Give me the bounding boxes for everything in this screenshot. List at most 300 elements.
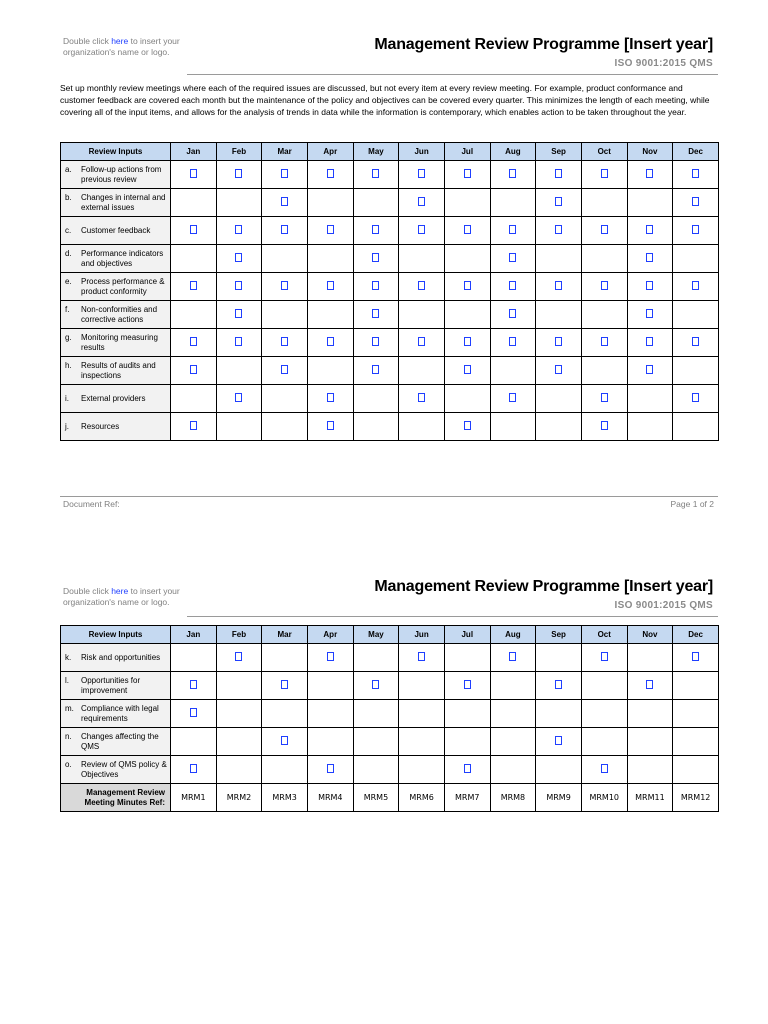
checkbox-icon[interactable]: [281, 337, 288, 346]
month-cell[interactable]: [627, 273, 673, 301]
checkbox-icon[interactable]: [327, 393, 334, 402]
checkbox-icon[interactable]: [235, 337, 242, 346]
checkbox-icon[interactable]: [418, 393, 425, 402]
column-header-aug: Aug: [490, 626, 536, 644]
table-row: [61, 644, 719, 672]
month-cell[interactable]: [536, 728, 582, 756]
checkbox-icon[interactable]: [692, 393, 699, 402]
month-cell[interactable]: [673, 273, 719, 301]
month-cell[interactable]: [171, 357, 217, 385]
checkbox-icon[interactable]: [509, 393, 516, 402]
checkbox-icon[interactable]: [601, 764, 608, 773]
checkbox-icon[interactable]: [327, 225, 334, 234]
month-cell[interactable]: [307, 756, 353, 784]
review-input-label: Non-conformities and corrective actions: [81, 304, 158, 324]
review-input-letter: b.: [65, 192, 72, 202]
table-row: [61, 728, 719, 756]
checkbox-icon[interactable]: [372, 309, 379, 318]
month-cell[interactable]: [490, 273, 536, 301]
month-cell: [581, 357, 627, 385]
month-cell: [216, 728, 262, 756]
month-cell[interactable]: [399, 329, 445, 357]
checkbox-icon[interactable]: [190, 225, 197, 234]
checkbox-icon[interactable]: [555, 337, 562, 346]
month-cell: [216, 672, 262, 700]
month-cell[interactable]: [627, 217, 673, 245]
month-cell[interactable]: [536, 161, 582, 189]
minutes-ref-cell[interactable]: MRM11: [627, 784, 673, 812]
month-cell[interactable]: [581, 273, 627, 301]
checkbox-icon[interactable]: [281, 680, 288, 689]
month-cell: [216, 756, 262, 784]
month-cell[interactable]: [673, 189, 719, 217]
review-input-label: Monitoring measuring results: [81, 332, 158, 352]
month-cell: [216, 357, 262, 385]
column-header-review-inputs: Review Inputs: [61, 143, 171, 161]
month-cell[interactable]: [536, 357, 582, 385]
checkbox-icon[interactable]: [327, 337, 334, 346]
month-cell[interactable]: [536, 217, 582, 245]
month-cell: [673, 357, 719, 385]
table-row: [61, 329, 719, 357]
month-cell[interactable]: [490, 217, 536, 245]
checkbox-icon[interactable]: [418, 652, 425, 661]
month-cell[interactable]: [353, 273, 399, 301]
month-cell[interactable]: [581, 161, 627, 189]
checkbox-icon[interactable]: [281, 736, 288, 745]
month-cell[interactable]: [262, 672, 308, 700]
checkbox-icon[interactable]: [646, 337, 653, 346]
checkbox-icon[interactable]: [509, 337, 516, 346]
month-cell[interactable]: [353, 217, 399, 245]
column-header-feb: Feb: [216, 143, 262, 161]
month-cell[interactable]: [216, 644, 262, 672]
column-header-may: May: [353, 626, 399, 644]
month-cell[interactable]: [536, 189, 582, 217]
checkbox-icon[interactable]: [327, 421, 334, 430]
checkbox-icon[interactable]: [601, 281, 608, 290]
minutes-ref-cell[interactable]: MRM12: [673, 784, 719, 812]
month-cell[interactable]: [262, 728, 308, 756]
month-cell: [536, 385, 582, 413]
month-cell[interactable]: [581, 644, 627, 672]
month-cell[interactable]: [307, 413, 353, 441]
month-cell: [171, 644, 217, 672]
month-cell[interactable]: [216, 273, 262, 301]
column-header-mar: Mar: [262, 626, 308, 644]
month-cell[interactable]: [444, 273, 490, 301]
review-input-cell: [61, 329, 171, 357]
page-subtitle: ISO 9001:2015 QMS: [614, 600, 713, 611]
column-header-feb: Feb: [216, 626, 262, 644]
checkbox-icon[interactable]: [418, 337, 425, 346]
minutes-ref-cell[interactable]: MRM4: [307, 784, 353, 812]
checkbox-icon[interactable]: [372, 169, 379, 178]
minutes-ref-cell[interactable]: MRM7: [444, 784, 490, 812]
review-input-cell: [61, 672, 171, 700]
review-input-cell: [61, 413, 171, 441]
checkbox-icon[interactable]: [464, 680, 471, 689]
month-cell: [444, 728, 490, 756]
month-cell[interactable]: [673, 217, 719, 245]
month-cell: [536, 301, 582, 329]
checkbox-icon[interactable]: [555, 736, 562, 745]
review-input-cell: [61, 728, 171, 756]
table-row: [61, 700, 719, 728]
month-cell[interactable]: [490, 385, 536, 413]
column-header-aug: Aug: [490, 143, 536, 161]
month-cell[interactable]: [307, 329, 353, 357]
checkbox-icon[interactable]: [509, 652, 516, 661]
checkbox-icon[interactable]: [646, 253, 653, 262]
checkbox-icon[interactable]: [601, 393, 608, 402]
checkbox-icon[interactable]: [372, 281, 379, 290]
month-cell[interactable]: [536, 672, 582, 700]
review-input-letter: j.: [65, 421, 69, 431]
checkbox-icon[interactable]: [601, 652, 608, 661]
month-cell: [171, 245, 217, 273]
checkbox-icon[interactable]: [418, 169, 425, 178]
logo-placeholder[interactable]: Double click here to insert your organization's name or logo.: [63, 586, 180, 607]
month-cell: [673, 672, 719, 700]
month-cell: [399, 728, 445, 756]
month-cell: [444, 644, 490, 672]
review-input-cell: [61, 357, 171, 385]
checkbox-icon[interactable]: [235, 652, 242, 661]
table-row: [61, 413, 719, 441]
table-row: [61, 245, 719, 273]
month-cell[interactable]: [627, 672, 673, 700]
insert-logo-link[interactable]: here: [111, 36, 129, 46]
column-header-jun: Jun: [399, 626, 445, 644]
checkbox-icon[interactable]: [372, 225, 379, 234]
month-cell: [262, 385, 308, 413]
minutes-ref-row: [61, 784, 719, 812]
month-cell: [307, 728, 353, 756]
month-cell: [627, 189, 673, 217]
month-cell[interactable]: [307, 273, 353, 301]
month-cell[interactable]: [399, 217, 445, 245]
month-cell: [490, 413, 536, 441]
month-cell[interactable]: [444, 329, 490, 357]
month-cell: [627, 385, 673, 413]
checkbox-icon[interactable]: [464, 281, 471, 290]
checkbox-icon[interactable]: [646, 281, 653, 290]
checkbox-icon[interactable]: [235, 253, 242, 262]
month-cell: [307, 245, 353, 273]
checkbox-icon[interactable]: [372, 253, 379, 262]
checkbox-icon[interactable]: [692, 652, 699, 661]
checkbox-icon[interactable]: [464, 169, 471, 178]
checkbox-icon[interactable]: [281, 225, 288, 234]
column-header-jul: Jul: [444, 626, 490, 644]
checkbox-icon[interactable]: [509, 169, 516, 178]
month-cell: [627, 728, 673, 756]
month-cell[interactable]: [399, 189, 445, 217]
month-cell[interactable]: [216, 301, 262, 329]
checkbox-icon[interactable]: [190, 764, 197, 773]
review-input-letter: g.: [65, 332, 72, 342]
month-cell[interactable]: [353, 161, 399, 189]
month-cell[interactable]: [490, 644, 536, 672]
footer-divider: [60, 496, 718, 497]
month-cell[interactable]: [171, 672, 217, 700]
month-cell: [307, 189, 353, 217]
month-cell[interactable]: [262, 357, 308, 385]
checkbox-icon[interactable]: [464, 337, 471, 346]
column-header-oct: Oct: [581, 626, 627, 644]
checkbox-icon[interactable]: [555, 225, 562, 234]
review-input-label: Opportunities for improvement: [81, 675, 141, 695]
intro-paragraph: Set up monthly review meetings where each of the required issues are discussed, but not every item at every review meeting. For example, product conformance and customer feedback are covered each month but the maintenance of the policy and objectives can be covered every quarter. This minimizes the length of each meeting, while covering all of the input items, and allows for the analysis of trends in data while the information is contemporary, which enables action to be taken throughout the year.: [60, 83, 710, 117]
month-cell[interactable]: [490, 161, 536, 189]
minutes-ref-cell[interactable]: MRM2: [216, 784, 262, 812]
month-cell: [490, 672, 536, 700]
month-cell[interactable]: [581, 329, 627, 357]
checkbox-icon[interactable]: [190, 281, 197, 290]
month-cell[interactable]: [353, 329, 399, 357]
month-cell[interactable]: [307, 217, 353, 245]
month-cell: [627, 700, 673, 728]
checkbox-icon[interactable]: [464, 225, 471, 234]
checkbox-icon[interactable]: [418, 281, 425, 290]
column-header-sep: Sep: [536, 626, 582, 644]
logo-placeholder[interactable]: Double click here to insert your organization's name or logo.: [63, 36, 180, 57]
review-input-cell: [61, 301, 171, 329]
month-cell[interactable]: [581, 756, 627, 784]
review-input-cell: [61, 217, 171, 245]
month-cell[interactable]: [262, 217, 308, 245]
column-header-mar: Mar: [262, 143, 308, 161]
month-cell[interactable]: [171, 413, 217, 441]
month-cell[interactable]: [307, 644, 353, 672]
month-cell[interactable]: [216, 245, 262, 273]
month-cell[interactable]: [444, 413, 490, 441]
month-cell[interactable]: [262, 273, 308, 301]
month-cell[interactable]: [171, 161, 217, 189]
month-cell[interactable]: [490, 245, 536, 273]
month-cell[interactable]: [216, 217, 262, 245]
month-cell[interactable]: [171, 700, 217, 728]
month-cell[interactable]: [307, 161, 353, 189]
minutes-ref-cell[interactable]: MRM3: [262, 784, 308, 812]
month-cell: [307, 700, 353, 728]
checkbox-icon[interactable]: [281, 197, 288, 206]
checkbox-icon[interactable]: [464, 365, 471, 374]
month-cell: [581, 728, 627, 756]
checkbox-icon[interactable]: [327, 764, 334, 773]
minutes-ref-cell[interactable]: MRM5: [353, 784, 399, 812]
month-cell[interactable]: [536, 329, 582, 357]
checkbox-icon[interactable]: [555, 680, 562, 689]
checkbox-icon[interactable]: [235, 281, 242, 290]
month-cell[interactable]: [490, 301, 536, 329]
month-cell: [581, 672, 627, 700]
review-input-label: Customer feedback: [81, 225, 151, 235]
month-cell[interactable]: [581, 217, 627, 245]
month-cell[interactable]: [353, 301, 399, 329]
column-header-sep: Sep: [536, 143, 582, 161]
checkbox-icon[interactable]: [372, 680, 379, 689]
month-cell[interactable]: [627, 245, 673, 273]
minutes-ref-cell[interactable]: MRM6: [399, 784, 445, 812]
checkbox-icon[interactable]: [692, 281, 699, 290]
month-cell[interactable]: [262, 189, 308, 217]
month-cell[interactable]: [490, 329, 536, 357]
month-cell[interactable]: [673, 644, 719, 672]
checkbox-icon[interactable]: [281, 281, 288, 290]
month-cell: [307, 672, 353, 700]
checkbox-icon[interactable]: [555, 197, 562, 206]
checkbox-icon[interactable]: [327, 169, 334, 178]
checkbox-icon[interactable]: [692, 169, 699, 178]
month-cell[interactable]: [673, 329, 719, 357]
month-cell[interactable]: [353, 245, 399, 273]
month-cell[interactable]: [444, 357, 490, 385]
month-cell[interactable]: [171, 217, 217, 245]
review-input-label: Compliance with legal requirements: [81, 703, 159, 723]
month-cell[interactable]: [353, 672, 399, 700]
minutes-ref-cell[interactable]: MRM1: [171, 784, 217, 812]
checkbox-icon[interactable]: [464, 764, 471, 773]
month-cell[interactable]: [536, 273, 582, 301]
checkbox-icon[interactable]: [601, 225, 608, 234]
checkbox-icon[interactable]: [327, 281, 334, 290]
checkbox-icon[interactable]: [509, 281, 516, 290]
checkbox-icon[interactable]: [692, 197, 699, 206]
checkbox-icon[interactable]: [327, 652, 334, 661]
checkbox-icon[interactable]: [235, 225, 242, 234]
review-input-cell: [61, 644, 171, 672]
checkbox-icon[interactable]: [190, 169, 197, 178]
month-cell[interactable]: [399, 161, 445, 189]
month-cell[interactable]: [216, 329, 262, 357]
month-cell[interactable]: [216, 385, 262, 413]
checkbox-icon[interactable]: [601, 169, 608, 178]
month-cell: [262, 756, 308, 784]
checkbox-icon[interactable]: [464, 421, 471, 430]
checkbox-icon[interactable]: [601, 421, 608, 430]
month-cell[interactable]: [353, 357, 399, 385]
month-cell[interactable]: [171, 329, 217, 357]
month-cell[interactable]: [444, 672, 490, 700]
review-input-cell: [61, 161, 171, 189]
month-cell: [353, 644, 399, 672]
table-row: [61, 189, 719, 217]
month-cell[interactable]: [399, 273, 445, 301]
month-cell[interactable]: [627, 357, 673, 385]
month-cell[interactable]: [444, 756, 490, 784]
month-cell: [307, 301, 353, 329]
review-input-letter: d.: [65, 248, 72, 258]
review-input-cell: [61, 245, 171, 273]
checkbox-icon[interactable]: [418, 197, 425, 206]
minutes-ref-cell[interactable]: MRM9: [536, 784, 582, 812]
checkbox-icon[interactable]: [190, 708, 197, 717]
page-title: Management Review Programme [Insert year]: [374, 578, 713, 595]
month-cell: [399, 756, 445, 784]
checkbox-icon[interactable]: [190, 365, 197, 374]
month-cell[interactable]: [444, 161, 490, 189]
review-schedule-table: [60, 625, 719, 812]
month-cell[interactable]: [307, 385, 353, 413]
review-input-label: Changes affecting the QMS: [81, 731, 159, 751]
month-cell: [399, 357, 445, 385]
month-cell: [353, 385, 399, 413]
checkbox-icon[interactable]: [509, 309, 516, 318]
checkbox-icon[interactable]: [509, 225, 516, 234]
checkbox-icon[interactable]: [646, 365, 653, 374]
checkbox-icon[interactable]: [601, 337, 608, 346]
month-cell: [353, 189, 399, 217]
month-cell: [673, 700, 719, 728]
checkbox-icon[interactable]: [281, 169, 288, 178]
checkbox-icon[interactable]: [281, 365, 288, 374]
month-cell[interactable]: [171, 273, 217, 301]
checkbox-icon[interactable]: [235, 169, 242, 178]
checkbox-icon[interactable]: [372, 365, 379, 374]
month-cell[interactable]: [627, 301, 673, 329]
month-cell: [627, 756, 673, 784]
month-cell[interactable]: [581, 385, 627, 413]
month-cell: [171, 189, 217, 217]
month-cell[interactable]: [262, 329, 308, 357]
checkbox-icon[interactable]: [646, 309, 653, 318]
month-cell: [399, 672, 445, 700]
month-cell[interactable]: [627, 161, 673, 189]
checkbox-icon[interactable]: [418, 225, 425, 234]
month-cell: [216, 700, 262, 728]
checkbox-icon[interactable]: [646, 225, 653, 234]
checkbox-icon[interactable]: [190, 680, 197, 689]
checkbox-icon[interactable]: [646, 680, 653, 689]
checkbox-icon[interactable]: [190, 337, 197, 346]
checkbox-icon[interactable]: [190, 421, 197, 430]
review-input-letter: h.: [65, 360, 72, 370]
checkbox-icon[interactable]: [692, 337, 699, 346]
month-cell[interactable]: [627, 329, 673, 357]
month-cell[interactable]: [673, 385, 719, 413]
month-cell[interactable]: [171, 756, 217, 784]
checkbox-icon[interactable]: [235, 393, 242, 402]
month-cell: [673, 301, 719, 329]
checkbox-icon[interactable]: [692, 225, 699, 234]
checkbox-icon[interactable]: [555, 281, 562, 290]
month-cell: [581, 189, 627, 217]
minutes-ref-cell[interactable]: MRM10: [581, 784, 627, 812]
month-cell[interactable]: [216, 161, 262, 189]
table-row: [61, 672, 719, 700]
checkbox-icon[interactable]: [372, 337, 379, 346]
month-cell: [216, 189, 262, 217]
month-cell[interactable]: [581, 413, 627, 441]
checkbox-icon[interactable]: [555, 365, 562, 374]
review-input-label: Results of audits and inspections: [81, 360, 156, 380]
month-cell: [399, 245, 445, 273]
month-cell[interactable]: [399, 644, 445, 672]
checkbox-icon[interactable]: [509, 253, 516, 262]
month-cell[interactable]: [262, 161, 308, 189]
checkbox-icon[interactable]: [646, 169, 653, 178]
month-cell: [627, 644, 673, 672]
insert-logo-link[interactable]: here: [111, 586, 129, 596]
month-cell[interactable]: [444, 217, 490, 245]
month-cell[interactable]: [399, 385, 445, 413]
month-cell[interactable]: [673, 161, 719, 189]
minutes-ref-cell[interactable]: MRM8: [490, 784, 536, 812]
checkbox-icon[interactable]: [235, 309, 242, 318]
checkbox-icon[interactable]: [555, 169, 562, 178]
